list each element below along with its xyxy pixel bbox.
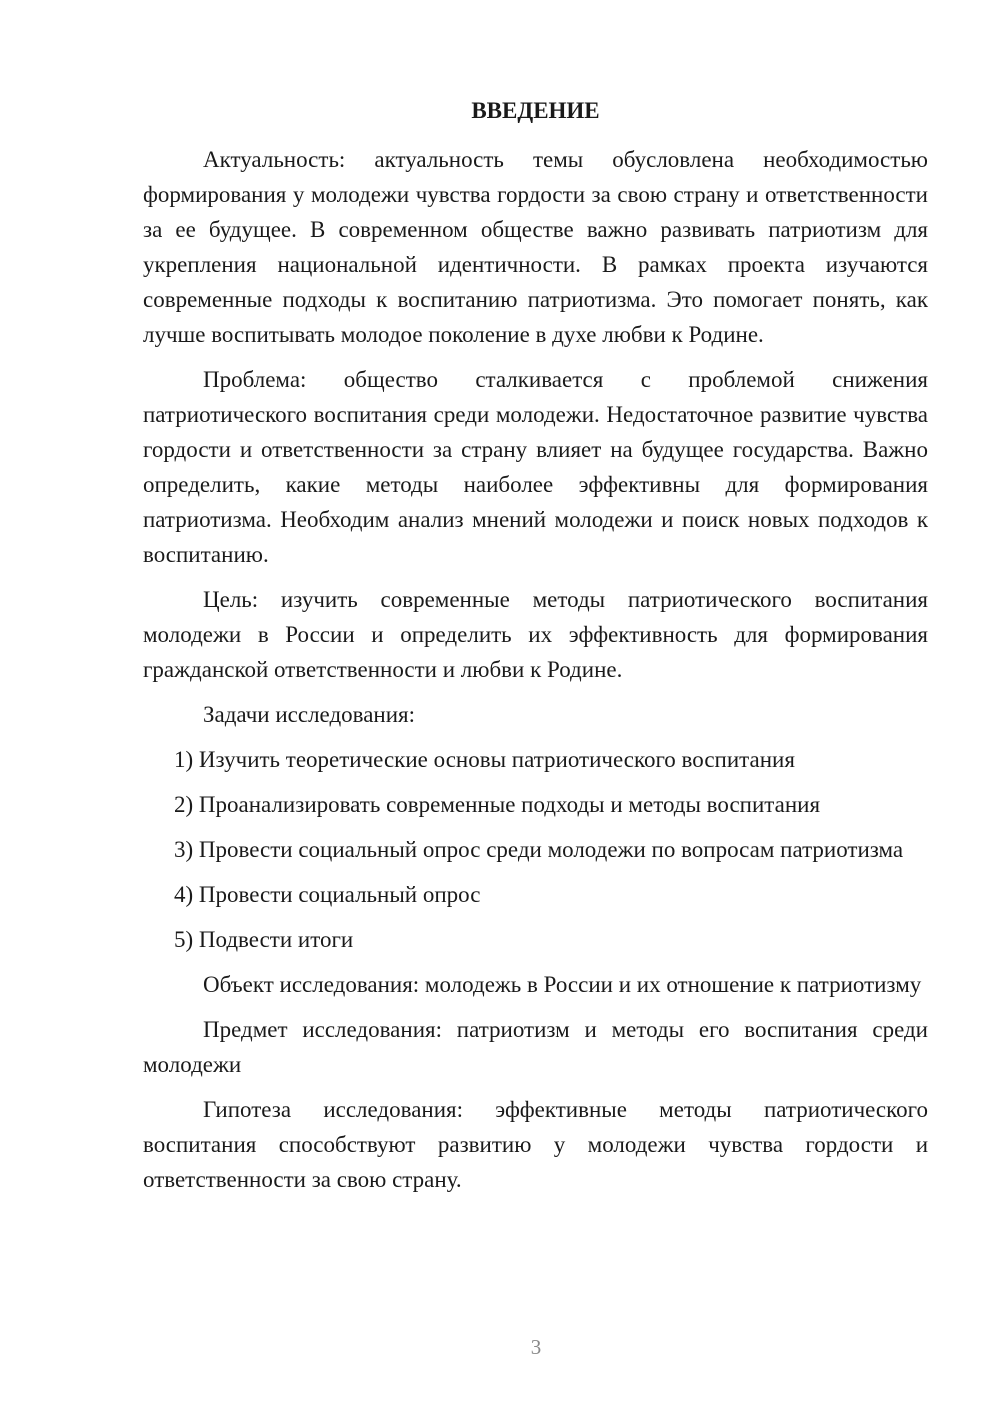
object-paragraph: Объект исследования: молодежь в России и их отношение к патриотизму <box>203 972 922 997</box>
tasks-heading: Задачи исследования: <box>203 702 416 727</box>
subject-paragraph: Предмет исследования: патриотизм и методы его воспитания среди молодежи <box>143 1017 928 1077</box>
problem-paragraph: Проблема: общество сталкивается с проблемой снижения патриотического воспитания среди молодежи. Недостаточное развитие чувства гордости и ответственности за страну влияет на будущее государства. Важно определить, какие методы наиболее эффективны для формирования патриотизма. Необходим анализ мнений молодежи и поиск новых подходов к воспитанию. <box>143 367 928 567</box>
page-title: ВВЕДЕНИЕ <box>471 98 600 123</box>
goal-paragraph: Цель: изучить современные методы патриотического воспитания молодежи в России и определить их эффективность для формирования гражданской ответственности и любви к Родине. <box>143 587 928 682</box>
list-item: 3) Провести социальный опрос среди молодежи по вопросам патриотизма <box>174 837 904 862</box>
document-page <box>143 96 928 1197</box>
hypothesis-paragraph: Гипотеза исследования: эффективные методы патриотического воспитания способствуют развитию у молодежи чувства гордости и ответственности за свою страну. <box>143 1097 928 1192</box>
relevance-paragraph: Актуальность: актуальность темы обусловлена необходимостью формирования у молодежи чувства гордости за свою страну и ответственности за ее будущее. В современном обществе важно развивать патриотизм для укрепления национальной идентичности. В рамках проекта изучаются современные подходы к воспитанию патриотизма. Это помогает понять, как лучше воспитывать молодое поколение в духе любви к Родине. <box>143 147 928 347</box>
page-number: 3 <box>530 1335 542 1359</box>
list-item: 5) Подвести итоги <box>174 927 354 952</box>
list-item: 4) Провести социальный опрос <box>174 882 481 907</box>
list-item: 1) Изучить теоретические основы патриотического воспитания <box>174 747 795 772</box>
list-item: 2) Проанализировать современные подходы и методы воспитания <box>174 792 821 817</box>
